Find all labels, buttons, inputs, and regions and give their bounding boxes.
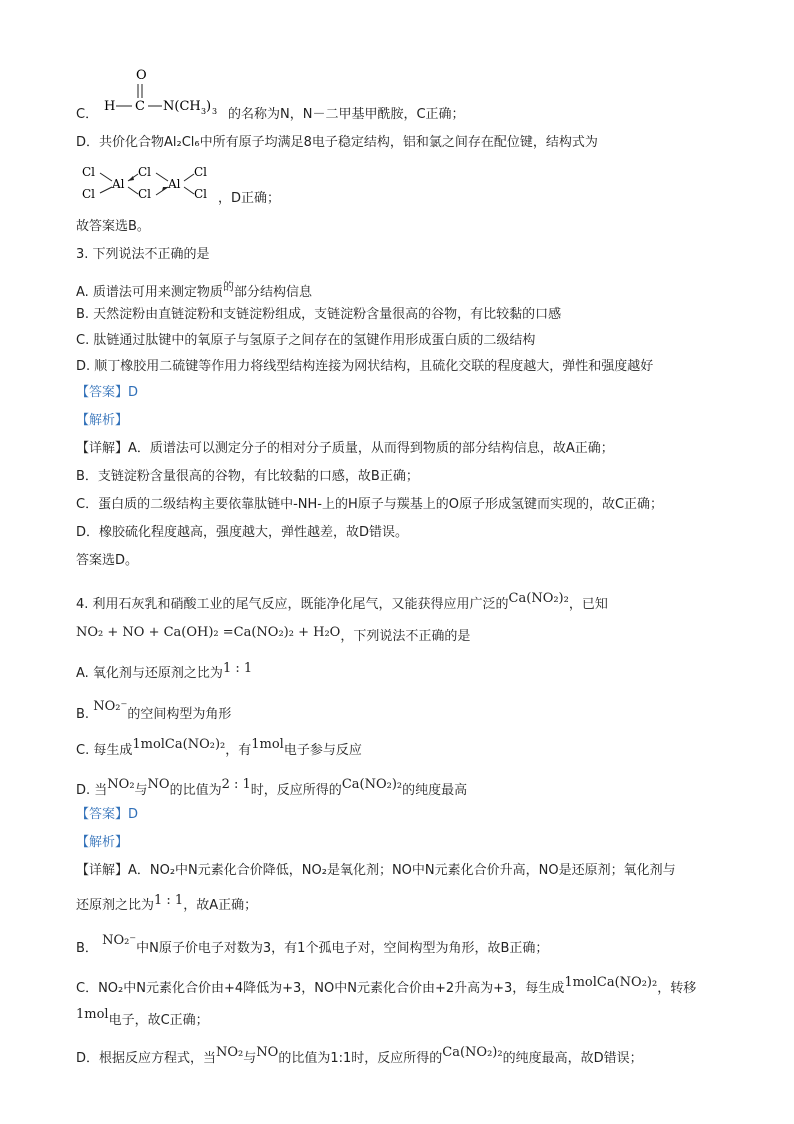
q2-option-d-text: D．共价化合物Al₂Cl₆中所有原子均满足8电子稳定结构，铝和氯之间存在配位键，结构式为 <box>76 135 598 150</box>
q3-analysis-tag: 【解析】 <box>76 413 129 428</box>
formula-sub3: 3 <box>201 107 207 116</box>
q3-detail-d: D．橡胶硫化程度越高，强度越大，弹性越差，故D错误。 <box>76 525 409 540</box>
al-1: Al <box>112 177 125 191</box>
q4-detail-d: D．根据反应方程式，当NO₂与NO的比值为1:1时，反应所得的Ca(NO₂)₂的纯度最高，故D错误； <box>76 1045 643 1066</box>
q4-option-b: B. NO₂⁻的空间构型为角形 <box>76 699 232 722</box>
cl-3: Cl <box>194 165 208 179</box>
formula-sub3b: 3 <box>212 107 218 116</box>
cl-1: Cl <box>82 165 96 179</box>
q2-option-c-label: C． <box>76 107 99 122</box>
formula-paren: ) <box>206 99 212 114</box>
q3-stem: 3. 下列说法不正确的是 <box>76 247 210 262</box>
q4-option-a: A. 氧化剂与还原剂之比为1 : 1 <box>76 661 253 681</box>
dimethylformamide-structure <box>100 62 230 122</box>
reaction-equation: NO₂ + NO + Ca(OH)₂ =Ca(NO₂)₂ + H₂O <box>76 625 341 640</box>
q4-detail-a1: 【详解】A．NO₂中N元素化合价降低，NO₂是氧化剂；NO中N元素化合价升高，NO是还原剂；氧化剂与 <box>76 863 676 878</box>
q4-answer-tag: 【答案】D <box>76 807 139 822</box>
q2-answer: 故答案选B。 <box>76 219 150 234</box>
q4-detail-a2: 还原剂之比为1 : 1，故A正确； <box>76 893 258 913</box>
cl-2: Cl <box>82 187 96 201</box>
q4-analysis-tag: 【解析】 <box>76 835 129 850</box>
formula-o: O <box>136 68 147 83</box>
q3-detail-c: C．蛋白质的二级结构主要依靠肽链中-NH-上的H原子与羰基上的O原子形成氢键而实现的，故C正确； <box>76 497 664 512</box>
q4-option-d: D. 当NO₂与NO的比值为2 : 1时，反应所得的Ca(NO₂)₂的纯度最高 <box>76 777 468 798</box>
q4-detail-b: B． NO₂⁻中N原子价电子对数为3，有1个孤电子对，空间构型为角形，故B正确； <box>76 933 549 956</box>
cl-4: Cl <box>194 187 208 201</box>
q3-detail-b: B．支链淀粉含量很高的谷物，有比较黏的口感，故B正确； <box>76 469 419 484</box>
q4-option-c: C. 每生成1molCa(NO₂)₂，有1mol电子参与反应 <box>76 737 362 758</box>
q4-stem-line2: NO₂ + NO + Ca(OH)₂ =Ca(NO₂)₂ + H₂O，下列说法不正确的是 <box>76 625 471 644</box>
q3-option-c: C. 肽链通过肽键中的氧原子与氢原子之间存在的氢键作用形成蛋白质的二级结构 <box>76 333 536 348</box>
q4-stem-line1: 4. 利用石灰乳和硝酸工业的尾气反应，既能净化尾气，又能获得应用广泛的Ca(NO₂)₂，已知 <box>76 591 608 612</box>
q3-answer-tag: 【答案】D <box>76 385 139 400</box>
q2-option-c-text: 的名称为N，N－二甲基甲酰胺，C正确； <box>228 107 465 122</box>
q3-detail-a: 【详解】A．质谱法可以测定分子的相对分子质量，从而得到物质的部分结构信息，故A正确； <box>76 441 614 456</box>
formula-h: H <box>104 99 116 114</box>
q3-option-b: B. 天然淀粉由直链淀粉和支链淀粉组成，支链淀粉含量很高的谷物，有比较黏的口感 <box>76 307 562 322</box>
q2-option-d-tail: ，D正确； <box>218 191 281 206</box>
q4-detail-c1: C．NO₂中N元素化合价由+4降低为+3，NO中N元素化合价由+2升高为+3，每生成1molCa(NO₂)₂，转移 <box>76 975 697 996</box>
formula-nch: N(CH <box>163 99 201 114</box>
nitrite-formula: NO₂⁻ <box>93 699 128 714</box>
q4-detail-c2: 1mol电子，故C正确； <box>76 1007 209 1028</box>
al2cl6-structure <box>80 160 220 206</box>
q3-option-d: D. 顺丁橡胶用二硫键等作用力将线型结构连接为网状结构，且硫化交联的程度越大，弹性和强度越好 <box>76 359 654 374</box>
al-2: Al <box>168 177 181 191</box>
cl-bridge-2: Cl <box>138 187 152 201</box>
cl-bridge-1: Cl <box>138 165 152 179</box>
ca-no2-2-formula: Ca(NO₂)₂ <box>508 591 569 606</box>
q3-answer: 答案选D。 <box>76 553 139 568</box>
formula-c: C <box>135 99 145 114</box>
q3-option-a: A. 质谱法可用来测定物质$^的$部分结构信息 <box>76 280 312 300</box>
